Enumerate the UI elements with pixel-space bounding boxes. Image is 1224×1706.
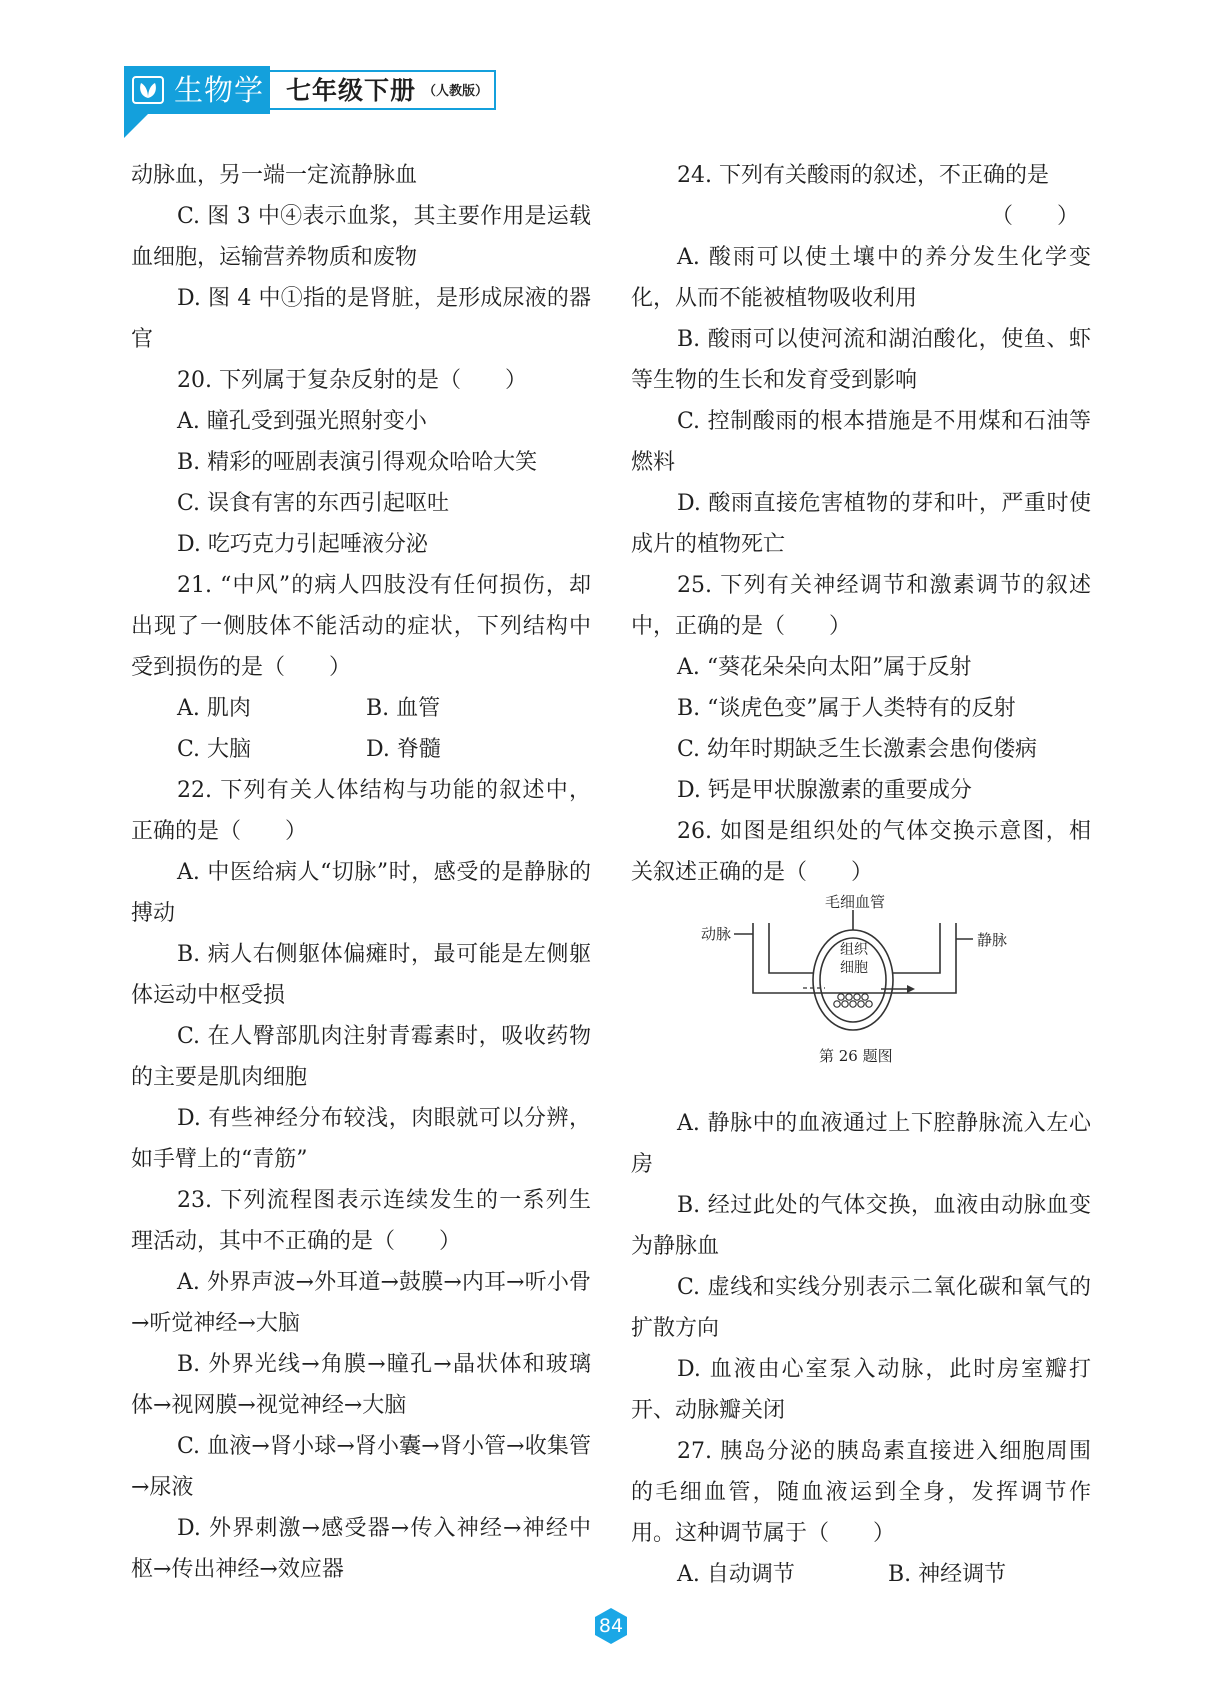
option-d-26: D. 血液由心室泵入动脉，此时房室瓣打开、动脉瓣关闭 — [631, 1357, 1091, 1423]
page-header — [124, 66, 496, 116]
question-21: 21. “中风”的病人四肢没有任何损伤，却出现了一侧肢体不能活动的症状，下列结构中受到损伤的是（ ） — [131, 573, 591, 680]
option-a-27: A. 自动调节 — [677, 1562, 795, 1587]
question-26: 26. 如图是组织处的气体交换示意图，相关叙述正确的是（ ） — [631, 819, 1091, 885]
question-22: 22. 下列有关人体结构与功能的叙述中，正确的是（ ） — [131, 778, 591, 844]
label-tissue: 组织 — [840, 942, 868, 958]
option-b-27: B. 神经调节 — [888, 1562, 1007, 1587]
option-a-20: A. 瞳孔受到强光照射变小 — [177, 409, 427, 434]
option-c-21: C. 大脑 — [177, 737, 252, 762]
label-vein: 静脉 — [977, 931, 1008, 949]
option-d-20: D. 吃巧克力引起唾液分泌 — [177, 532, 428, 557]
edition-label: （人教版） — [423, 84, 489, 99]
right-column — [631, 155, 1091, 1595]
option-d-25: D. 钙是甲状腺激素的重要成分 — [677, 778, 972, 803]
option-c-22: C. 在人臀部肌肉注射青霉素时，吸收药物的主要是肌肉细胞 — [131, 1024, 591, 1090]
label-cell: 细胞 — [840, 960, 868, 976]
option-a-23: A. 外界声波→外耳道→鼓膜→内耳→听小骨→听觉神经→大脑 — [131, 1270, 591, 1336]
option-c-19: C. 图 3 中④表示血浆，其主要作用是运载血细胞，运输营养物质和废物 — [131, 204, 591, 270]
option-a-22: A. 中医给病人“切脉”时，感受的是静脉的搏动 — [131, 860, 591, 926]
option-b-26: B. 经过此处的气体交换，血液由动脉血变为静脉血 — [631, 1193, 1091, 1259]
label-capillary: 毛细血管 — [825, 893, 886, 911]
page-number: 84 — [598, 1615, 624, 1637]
gas-exchange-figure — [631, 893, 1091, 1103]
option-c-24: C. 控制酸雨的根本措施是不用煤和石油等燃料 — [631, 409, 1091, 475]
subject-title: 生物学 — [174, 73, 265, 107]
option-b-24: B. 酸雨可以使河流和湖泊酸化，使鱼、虾等生物的生长和发育受到影响 — [631, 327, 1091, 393]
option-d-19: D. 图 4 中①指的是肾脏，是形成尿液的器官 — [131, 286, 591, 352]
label-artery: 动脉 — [701, 925, 732, 943]
option-d-23: D. 外界刺激→感受器→传入神经→神经中枢→传出神经→效应器 — [131, 1516, 591, 1582]
question-24: 24. 下列有关酸雨的叙述，不正确的是 — [677, 163, 1049, 188]
answer-paren-24: （ ） — [990, 204, 1079, 229]
option-c-25: C. 幼年时期缺乏生长激素会患佝偻病 — [677, 737, 1038, 762]
question-25: 25. 下列有关神经调节和激素调节的叙述中，正确的是（ ） — [631, 573, 1091, 639]
option-c-23: C. 血液→肾小球→肾小囊→肾小管→收集管→尿液 — [131, 1434, 591, 1500]
question-20: 20. 下列属于复杂反射的是（ ） — [177, 368, 527, 393]
option-b-25: B. “谈虎色变”属于人类特有的反射 — [677, 696, 1016, 721]
page-number-badge — [592, 1607, 630, 1645]
gas-exchange-diagram — [631, 893, 1091, 1103]
grade-box — [270, 70, 496, 110]
question-23: 23. 下列流程图表示连续发生的一系列生理活动，其中不正确的是（ ） — [131, 1188, 591, 1254]
option-d-22: D. 有些神经分布较浅，肉眼就可以分辨，如手臂上的“青筋” — [131, 1106, 591, 1172]
question-27: 27. 胰岛分泌的胰岛素直接进入细胞周围的毛细血管，随血液运到全身，发挥调节作用。这种调节属于（ ） — [631, 1439, 1091, 1546]
option-b-21: B. 血管 — [366, 696, 441, 721]
text-line: 动脉血，另一端一定流静脉血 — [131, 163, 418, 188]
option-a-25: A. “葵花朵朵向太阳”属于反射 — [677, 655, 972, 680]
option-b-20: B. 精彩的哑剧表演引得观众哈哈大笑 — [177, 450, 538, 475]
q21-options-row-2 — [131, 729, 591, 770]
option-a-24: A. 酸雨可以使土壤中的养分发生化学变化，从而不能被植物吸收利用 — [631, 245, 1091, 311]
option-d-21: D. 脊髓 — [366, 737, 441, 762]
option-a-21: A. 肌肉 — [177, 696, 251, 721]
q27-options-row — [631, 1554, 1091, 1595]
option-a-26: A. 静脉中的血液通过上下腔静脉流入左心房 — [631, 1111, 1091, 1177]
header-fold — [124, 114, 148, 138]
option-c-20: C. 误食有害的东西引起呕吐 — [177, 491, 450, 516]
option-b-22: B. 病人右侧躯体偏瘫时，最可能是左侧躯体运动中枢受损 — [131, 942, 591, 1008]
grade-title: 七年级下册 — [286, 76, 417, 105]
subject-tab — [124, 66, 270, 114]
option-b-23: B. 外界光线→角膜→瞳孔→晶状体和玻璃体→视网膜→视觉神经→大脑 — [131, 1352, 591, 1418]
leaf-icon — [132, 76, 164, 104]
figure-caption: 第 26 题图 — [819, 1047, 893, 1065]
option-c-26: C. 虚线和实线分别表示二氧化碳和氧气的扩散方向 — [631, 1275, 1091, 1341]
left-column — [131, 155, 591, 1590]
option-d-24: D. 酸雨直接危害植物的芽和叶，严重时使成片的植物死亡 — [631, 491, 1091, 557]
q21-options-row-1 — [131, 688, 591, 729]
